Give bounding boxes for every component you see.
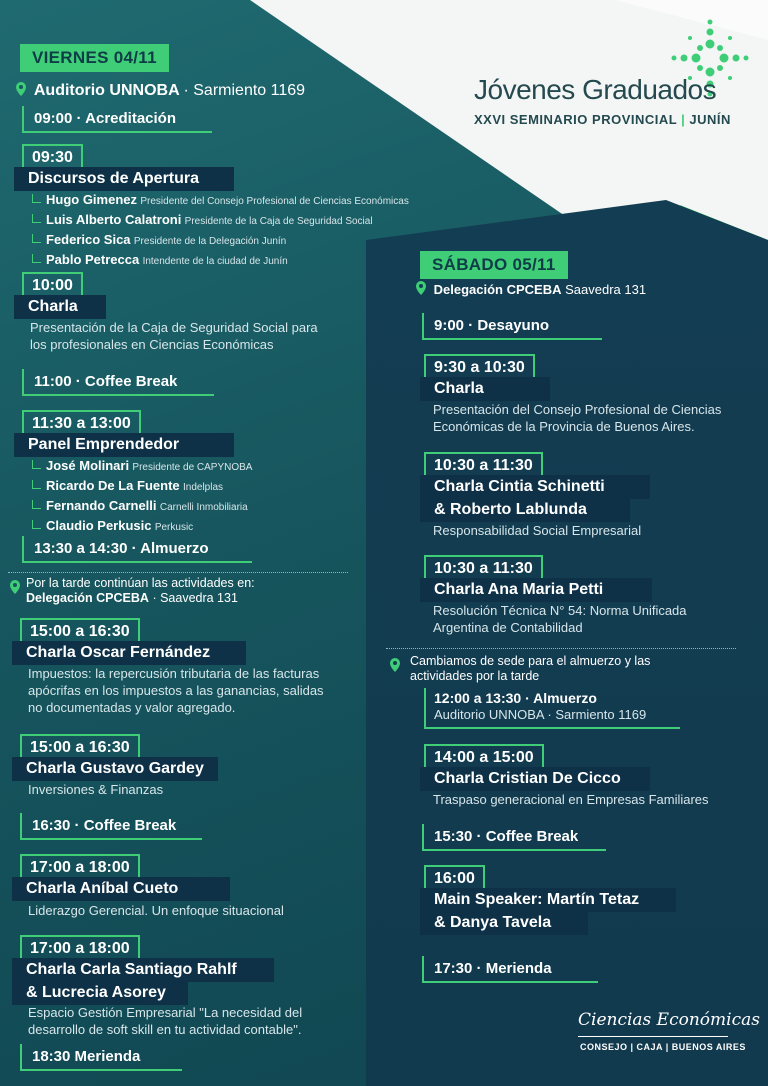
- friday-coffee1: 11:00 · Coffee Break: [22, 369, 214, 396]
- saturday-c2-time: 10:30 a 11:30: [424, 452, 543, 478]
- friday-s1-time: 15:00 a 16:30: [20, 618, 140, 644]
- saturday-c2-desc: Responsabilidad Social Empresarial: [433, 523, 642, 538]
- brand-subtitle: XXVI SEMINARIO PROVINCIAL | JUNÍN: [474, 112, 731, 127]
- location-pin-icon: [16, 82, 26, 96]
- friday-coffee2: 16:30 · Coffee Break: [20, 813, 202, 840]
- saturday-c2-title1: Charla Cintia Schinetti: [420, 475, 650, 499]
- friday-s2-time: 15:00 a 16:30: [20, 734, 140, 760]
- saturday-main-title1: Main Speaker: Martín Tetaz: [420, 888, 676, 912]
- friday-s2-title: Charla Gustavo Gardey: [12, 757, 218, 781]
- friday-panel-speakers: [28, 457, 252, 537]
- friday-tarde-location-address: · Saavedra 131: [152, 591, 238, 605]
- friday-tarde-note: Por la tarde continúan las actividades en: Delegación CPCEBA · Saavedra 131: [10, 576, 255, 606]
- saturday-c3-time: 10:30 a 11:30: [424, 555, 543, 581]
- saturday-c3-title: Charla Ana Maria Petti: [420, 578, 652, 602]
- friday-s2-desc: Inversiones & Finanzas: [28, 782, 164, 797]
- friday-panel-title: Panel Emprendedor: [14, 433, 234, 457]
- friday-s4-title1: Charla Carla Santiago Rahlf: [12, 958, 274, 982]
- saturday-desayuno: 9:00 · Desayuno: [422, 313, 602, 340]
- friday-apertura-time: 09:30: [22, 144, 83, 170]
- saturday-sede-note: Cambiamos de sede para el almuerzo y las actividades por la tarde: [390, 654, 650, 684]
- speaker-row: José Molinari Presidente de CAPYNOBA: [28, 457, 252, 477]
- speaker-row: Hugo Gimenez Presidente del Consejo Profesional de Ciencias Económicas: [28, 191, 409, 211]
- friday-almuerzo: 13:30 a 14:30 · Almuerzo: [22, 536, 252, 563]
- footer-subtitle: CONSEJO | CAJA | BUENOS AIRES: [580, 1042, 746, 1052]
- friday-day-badge: VIERNES 04/11: [20, 44, 169, 72]
- saturday-almuerzo-location: Auditorio UNNOBA · Sarmiento 1169: [434, 707, 647, 722]
- friday-s3-time: 17:00 a 18:00: [20, 854, 140, 880]
- footer-logo: Ciencias Económicas: [578, 1010, 760, 1030]
- friday-apertura-speakers: [28, 191, 409, 271]
- saturday-location-address: Saavedra 131: [565, 282, 647, 297]
- friday-charla1-desc: Presentación de la Caja de Seguridad Social para los profesionales en Ciencias Económicas: [30, 320, 318, 352]
- saturday-coffee: 15:30 · Coffee Break: [422, 824, 606, 851]
- footer-divider: [578, 1036, 728, 1037]
- friday-s4-time: 17:00 a 18:00: [20, 935, 140, 961]
- saturday-c4-time: 14:00 a 15:00: [424, 744, 544, 770]
- divider: [386, 648, 736, 649]
- friday-s4-title2: & Lucrecia Asorey: [12, 981, 188, 1005]
- divider: [8, 572, 348, 573]
- saturday-almuerzo: 12:00 a 13:30 · Almuerzo: [434, 690, 597, 706]
- saturday-c4-title: Charla Cristian De Cicco: [420, 767, 650, 791]
- friday-apertura-title: Discursos de Apertura: [14, 167, 234, 191]
- brand-subtitle-left: XXVI SEMINARIO PROVINCIAL: [474, 112, 677, 127]
- saturday-c2-title2: & Roberto Lablunda: [420, 498, 630, 522]
- friday-s1-desc: Impuestos: la repercusión tributaria de las facturas apócrifas en los impuestos a las ganancias, salidas no documentadas y valor agregado.: [28, 666, 324, 715]
- speaker-row: Fernando Carnelli Carnelli Inmobiliaria: [28, 497, 252, 517]
- location-pin-icon: [390, 658, 400, 672]
- saturday-almuerzo-block: [424, 688, 680, 729]
- friday-location-name: Auditorio UNNOBA: [33, 82, 180, 99]
- friday-charla1-title: Charla: [14, 295, 106, 319]
- saturday-merienda: 17:30 · Merienda: [422, 956, 598, 983]
- saturday-c1-desc: Presentación del Consejo Profesional de Ciencias Económicas de la Provincia de Buenos Aires.: [433, 402, 722, 434]
- brand-title: Jóvenes Graduados: [474, 74, 717, 105]
- friday-location-address: · Sarmiento 1169: [183, 82, 306, 99]
- saturday-day-badge: SÁBADO 05/11: [420, 251, 568, 279]
- location-pin-icon: [10, 580, 20, 594]
- friday-merienda: 18:30 Merienda: [20, 1044, 182, 1071]
- saturday-location: [416, 281, 646, 297]
- location-pin-icon: [416, 281, 426, 295]
- saturday-c1-time: 9:30 a 10:30: [424, 354, 535, 380]
- saturday-main-time: 16:00: [424, 865, 485, 891]
- saturday-location-name: Delegación CPCEBA: [433, 282, 562, 297]
- saturday-main-title2: & Danya Tavela: [420, 911, 588, 935]
- saturday-c4-desc: Traspaso generacional en Empresas Familiares: [433, 792, 709, 807]
- speaker-row: Pablo Petrecca Intendente de la ciudad de Junín: [28, 251, 409, 271]
- friday-tarde-location-name: Delegación CPCEBA: [26, 591, 149, 605]
- friday-acreditacion: 09:00 · Acreditación: [22, 106, 212, 133]
- speaker-row: Luis Alberto Calatroni Presidente de la Caja de Seguridad Social: [28, 211, 409, 231]
- friday-s4-desc: Espacio Gestión Empresarial "La necesidad del desarrollo de soft skill en tu actividad contable".: [28, 1005, 303, 1037]
- friday-location: [16, 82, 305, 100]
- friday-s3-desc: Liderazgo Gerencial. Un enfoque situacional: [28, 903, 284, 918]
- friday-s3-title: Charla Aníbal Cueto: [12, 877, 230, 901]
- saturday-c1-title: Charla: [420, 377, 550, 401]
- speaker-row: Claudio Perkusic Perkusic: [28, 517, 252, 537]
- friday-s1-title: Charla Oscar Fernández: [12, 641, 246, 665]
- speaker-row: Ricardo De La Fuente Indelplas: [28, 477, 252, 497]
- speaker-row: Federico Sica Presidente de la Delegación Junín: [28, 231, 409, 251]
- friday-charla1-time: 10:00: [22, 272, 83, 298]
- saturday-c3-desc: Resolución Técnica N° 54: Norma Unificada Argentina de Contabilidad: [433, 603, 687, 635]
- friday-panel-time: 11:30 a 13:00: [22, 410, 141, 436]
- brand-subtitle-right: JUNÍN: [689, 112, 731, 127]
